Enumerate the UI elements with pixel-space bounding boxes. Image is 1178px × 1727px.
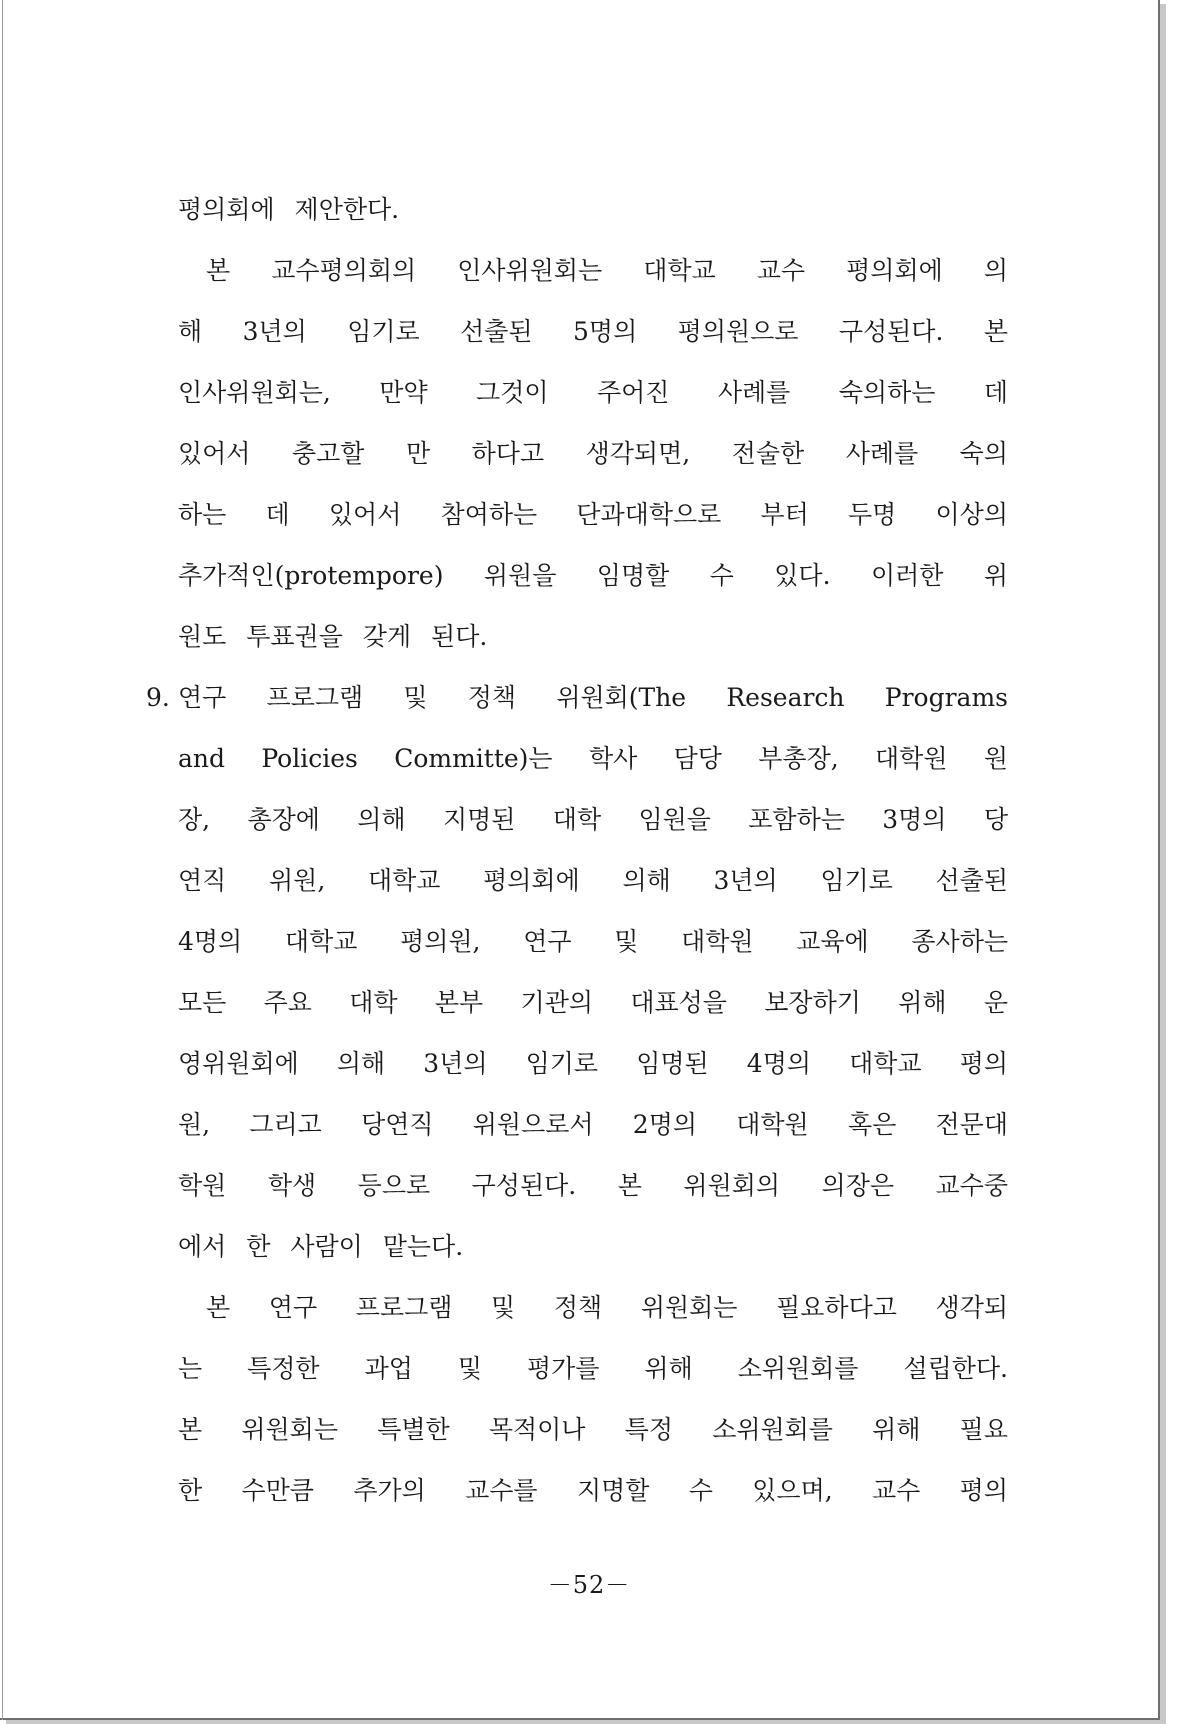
text-line: 영위원회에 의해 3년의 임기로 임명된 4명의 대학교 평의 xyxy=(178,1049,1008,1078)
text-line: 학원 학생 등으로 구성된다. 본 위원회의 의장은 교수중 xyxy=(178,1171,1008,1200)
body-text xyxy=(146,179,1008,1521)
text-line: 원, 그리고 당연직 위원으로서 2명의 대학원 혹은 전문대 xyxy=(178,1110,1008,1139)
item-number: 9. xyxy=(146,683,170,712)
text-line: 평의회에 제안한다. xyxy=(178,195,400,224)
text-line: 인사위원회는, 만약 그것이 주어진 사례를 숙의하는 데 xyxy=(178,378,1008,407)
text-line: 원도 투표권을 갖게 된다. xyxy=(178,622,488,651)
text-line: 연직 위원, 대학교 평의회에 의해 3년의 임기로 선출된 xyxy=(178,866,1008,895)
text-line: 에서 한 사람이 맡는다. xyxy=(178,1232,464,1261)
text-line: 장, 총장에 의해 지명된 대학 임원을 포함하는 3명의 당 xyxy=(178,805,1008,834)
page-number: －52－ xyxy=(547,1571,631,1599)
text-line: and Policies Committe)는 학사 담당 부총장, 대학원 원 xyxy=(178,744,1008,773)
text-line: 하는 데 있어서 참여하는 단과대학으로 부터 두명 이상의 xyxy=(178,500,1008,529)
text-line: 한 수만큼 추가의 교수를 지명할 수 있으며, 교수 평의 xyxy=(178,1476,1008,1505)
text-line: 본 위원회는 특별한 목적이나 특정 소위원회를 위해 필요 xyxy=(178,1415,1008,1444)
text-line: 추가적인(protempore) 위원을 임명할 수 있다. 이러한 위 xyxy=(178,561,1008,590)
text-line: 4명의 대학교 평의원, 연구 및 대학원 교육에 종사하는 xyxy=(178,927,1008,956)
text-line: 모든 주요 대학 본부 기관의 대표성을 보장하기 위해 운 xyxy=(178,988,1008,1017)
text-line: 는 특정한 과업 및 평가를 위해 소위원회를 설립한다. xyxy=(178,1354,1008,1383)
page-border xyxy=(2,0,3,1720)
list-item-9 xyxy=(146,667,1008,728)
text-line: 있어서 충고할 만 하다고 생각되면, 전술한 사례를 숙의 xyxy=(178,439,1008,468)
text-line: 본 연구 프로그램 및 정책 위원회는 필요하다고 생각되 xyxy=(206,1293,1008,1322)
text-line: 해 3년의 임기로 선출된 5명의 평의원으로 구성된다. 본 xyxy=(178,317,1008,346)
text-line: 본 교수평의회의 인사위원회는 대학교 교수 평의회에 의 xyxy=(206,256,1008,285)
text-line: 연구 프로그램 및 정책 위원회(The Research Programs xyxy=(178,683,1008,712)
